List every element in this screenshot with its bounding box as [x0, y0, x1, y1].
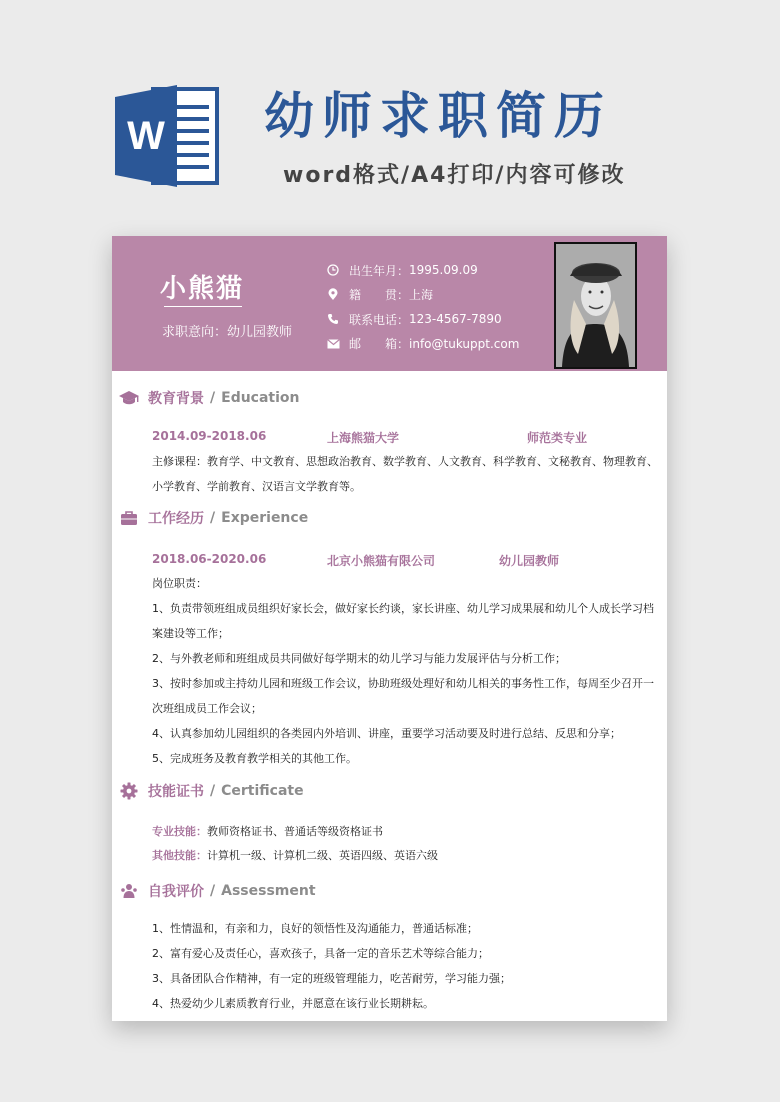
assessment-line: 1、性情温和，有亲和力，良好的领悟性及沟通能力，普通话标准； — [152, 922, 478, 935]
contact-list — [327, 258, 519, 356]
gear-icon — [118, 782, 140, 800]
section-assessment — [118, 881, 316, 901]
graduation-cap-icon — [118, 389, 140, 407]
section-certificate — [118, 781, 304, 801]
clock-icon — [327, 264, 349, 276]
section-title-slash: / — [210, 783, 216, 799]
skill-other — [152, 847, 438, 863]
contact-phone — [327, 307, 519, 332]
section-title-cn: 自我评价 — [148, 884, 204, 900]
contact-origin — [327, 283, 519, 308]
section-title-slash: / — [210, 390, 216, 406]
duty-line: 2、与外教老师和班组成员共同做好每学期末的幼儿学习与能力发展评估与分析工作； — [152, 652, 566, 665]
contact-label: 联系电话： — [349, 312, 410, 327]
section-title-en: Education — [221, 390, 300, 406]
skill-key: 其他技能： — [152, 849, 207, 862]
section-title-slash: / — [210, 883, 216, 899]
word-logo-icon — [115, 83, 221, 189]
people-icon — [118, 882, 140, 900]
skill-key: 专业技能： — [152, 825, 207, 838]
promo-banner — [0, 0, 780, 220]
briefcase-icon — [118, 509, 140, 527]
word-logo-letter: W — [127, 114, 165, 158]
experience-duties — [152, 571, 654, 771]
section-title-en: Experience — [221, 510, 309, 526]
section-experience — [118, 508, 308, 528]
duty-line: 5、完成班务及教育教学相关的其他工作。 — [152, 752, 357, 765]
mail-icon — [327, 339, 349, 349]
education-major: 师范类专业 — [527, 431, 588, 445]
phone-icon — [327, 313, 349, 325]
section-education — [118, 388, 300, 408]
resume-header — [112, 236, 667, 371]
experience-company: 北京小熊猫有限公司 — [327, 554, 436, 568]
promo-subtitle: word格式/A4打印/内容可修改 — [283, 163, 626, 188]
courses-line: 主修课程：教育学、中文教育、思想政治教育、数学教育、人文教育、科学教育、文秘教育、物理教育、 — [152, 455, 658, 468]
location-icon — [327, 288, 349, 301]
contact-label: 邮 箱： — [349, 337, 410, 352]
contact-value: 上海 — [409, 288, 434, 303]
resume-page — [112, 236, 667, 1021]
education-courses — [152, 449, 658, 499]
assessment-line: 3、具备团队合作精神，有一定的班级管理能力，吃苦耐劳，学习能力强； — [152, 972, 511, 985]
contact-label: 籍 贯： — [349, 288, 410, 303]
courses-line: 小学教育、学前教育、汉语言文学教育等。 — [152, 480, 361, 493]
education-school: 上海熊猫大学 — [327, 431, 400, 445]
contact-value: 123-4567-7890 — [409, 312, 502, 327]
section-title-en: Certificate — [221, 783, 304, 799]
duty-line: 3、按时参加或主持幼儿园和班级工作会议，协助班级处理好和幼儿相关的事务性工作，每周至少召开一 — [152, 677, 654, 690]
duty-line: 案建设等工作； — [152, 627, 229, 640]
name-underline — [164, 306, 242, 307]
candidate-name: 小熊猫 — [159, 274, 244, 304]
section-title-cn: 教育背景 — [148, 391, 204, 407]
section-title-cn: 工作经历 — [148, 511, 204, 527]
contact-value: 1995.09.09 — [409, 263, 478, 278]
assessment-line: 2、富有爱心及责任心，喜欢孩子，具备一定的音乐艺术等综合能力； — [152, 947, 489, 960]
education-date: 2014.09-2018.06 — [152, 429, 267, 443]
section-title-cn: 技能证书 — [148, 784, 204, 800]
contact-email — [327, 332, 519, 357]
skill-value: 计算机一级、计算机二级、英语四级、英语六级 — [207, 849, 438, 862]
section-title-en: Assessment — [221, 883, 316, 899]
assessment-list — [152, 916, 642, 1016]
skill-value: 教师资格证书、普通话等级资格证书 — [207, 825, 383, 838]
duty-line: 次班组成员工作会议； — [152, 702, 262, 715]
experience-date: 2018.06-2020.06 — [152, 552, 267, 566]
job-intent: 求职意向：幼儿园教师 — [161, 325, 292, 340]
duty-line: 岗位职责： — [152, 577, 207, 590]
section-title-slash: / — [210, 510, 216, 526]
duty-line: 4、认真参加幼儿园组织的各类园内外培训、讲座，重要学习活动要及时进行总结、反思和分享； — [152, 727, 621, 740]
duty-line: 1、负责带领班组成员组织好家长会，做好家长约谈，家长讲座、幼儿学习成果展和幼儿个人成长学习档 — [152, 602, 654, 615]
promo-title: 幼师求职简历 — [264, 87, 612, 145]
contact-label: 出生年月： — [349, 263, 410, 278]
contact-birth — [327, 258, 519, 283]
profile-photo — [554, 242, 637, 369]
skill-professional — [152, 823, 383, 839]
experience-position: 幼儿园教师 — [499, 554, 560, 568]
assessment-line: 4、热爱幼少儿素质教育行业，并愿意在该行业长期耕耘。 — [152, 997, 434, 1010]
contact-value: info@tukuppt.com — [409, 336, 520, 351]
